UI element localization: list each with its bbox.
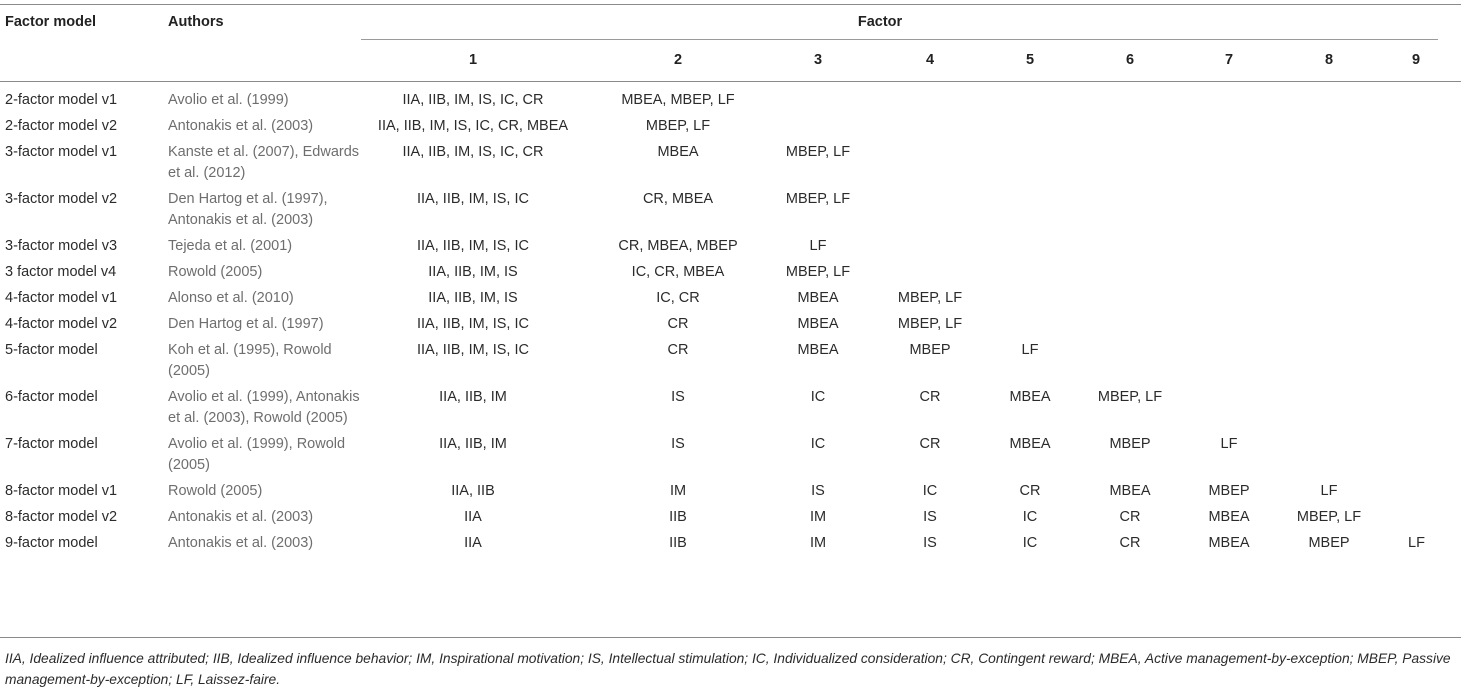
factor-cell-2: CR, MBEA, MBEP xyxy=(618,238,738,254)
model-name: 3-factor model v1 xyxy=(5,144,118,160)
model-name: 3 factor model v4 xyxy=(5,264,117,280)
table-row xyxy=(0,434,1461,481)
factor-cell-4: IC xyxy=(922,483,938,499)
factor-cell-9 xyxy=(1395,481,1461,507)
factor-cell-4: MBEP, LF xyxy=(897,316,963,332)
factor-cell-3: IM xyxy=(809,535,827,551)
factor-cell-3 xyxy=(771,116,865,142)
header-bottom-rule xyxy=(0,81,1461,82)
table-row xyxy=(0,507,1461,533)
model-name: 3-factor model v3 xyxy=(5,238,118,254)
model-name: 4-factor model v2 xyxy=(5,316,118,332)
factor-cell-6 xyxy=(1065,262,1195,288)
factor-cell-3: IC xyxy=(810,436,826,452)
table-row xyxy=(0,116,1461,142)
factor-cell-8: MBEP xyxy=(1308,535,1350,551)
factor-cell-5 xyxy=(995,116,1065,142)
factor-cell-5 xyxy=(995,236,1065,262)
factor-cell-8 xyxy=(1263,189,1395,236)
factor-cell-9 xyxy=(1395,142,1461,189)
factor-spanner-rule xyxy=(361,39,1438,40)
factor-cell-4 xyxy=(865,142,995,189)
factor-cell-3 xyxy=(771,90,865,116)
factor-cell-9 xyxy=(1395,434,1461,481)
factor-cell-9 xyxy=(1395,262,1461,288)
factor-cell-2: MBEP, LF xyxy=(645,118,711,134)
factor-cell-6: MBEA xyxy=(1109,483,1151,499)
factor-number-4: 4 xyxy=(925,52,935,68)
factor-cell-9 xyxy=(1395,90,1461,116)
table-row xyxy=(0,262,1461,288)
factor-cell-8 xyxy=(1263,90,1395,116)
factor-cell-7 xyxy=(1195,314,1263,340)
factor-cell-7: MBEA xyxy=(1208,535,1250,551)
factor-cell-4: MBEP xyxy=(909,342,951,358)
factor-cell-6 xyxy=(1065,189,1195,236)
factor-cell-8 xyxy=(1263,340,1395,387)
factor-cell-2: IC, CR xyxy=(656,290,700,306)
authors-cell: Kanste et al. (2007), Edwards et al. (2012) xyxy=(168,144,360,181)
table-body xyxy=(0,90,1461,559)
header-authors: Authors xyxy=(168,14,224,30)
model-name: 7-factor model xyxy=(5,436,98,452)
factor-cell-5: MBEA xyxy=(1009,436,1051,452)
factor-cell-5 xyxy=(995,142,1065,189)
factor-cell-2: CR, MBEA xyxy=(642,191,714,207)
authors-cell: Den Hartog et al. (1997) xyxy=(168,316,324,332)
table-row xyxy=(0,189,1461,236)
factor-number-5: 5 xyxy=(1025,52,1035,68)
factor-cell-6 xyxy=(1065,142,1195,189)
factor-cell-3: MBEA xyxy=(797,290,839,306)
authors-cell: Antonakis et al. (2003) xyxy=(168,118,314,134)
factor-cell-5 xyxy=(995,262,1065,288)
authors-cell: Antonakis et al. (2003) xyxy=(168,535,314,551)
factor-cell-9 xyxy=(1395,116,1461,142)
factor-cell-3: MBEP, LF xyxy=(785,191,851,207)
factor-cell-9 xyxy=(1395,236,1461,262)
factor-cell-9: LF xyxy=(1408,535,1425,551)
factor-number-7: 7 xyxy=(1224,52,1234,68)
table-row xyxy=(0,387,1461,434)
authors-cell: Antonakis et al. (2003) xyxy=(168,509,314,525)
factor-cell-7 xyxy=(1195,90,1263,116)
factor-cell-6 xyxy=(1065,314,1195,340)
factor-cell-8 xyxy=(1263,236,1395,262)
factor-cell-4 xyxy=(865,189,995,236)
table-footnote: IIA, Idealized influence attributed; IIB, Idealized influence behavior; IM, Inspirational motivation; IS, Intellectual stimulation; IC, Individualized consideration; CR, Contingent reward; MBEA, Active management-by-exception; MBEP, Passive management-by-exception; LF, Laissez-faire. xyxy=(5,651,1451,687)
factor-cell-7 xyxy=(1195,340,1263,387)
factor-cell-8: MBEP, LF xyxy=(1296,509,1362,525)
table-row xyxy=(0,288,1461,314)
factor-number-2: 2 xyxy=(673,52,683,68)
factor-cell-4: MBEP, LF xyxy=(897,290,963,306)
factor-cell-5: IC xyxy=(1022,535,1038,551)
factor-cell-6: MBEP xyxy=(1109,436,1151,452)
factor-number-3: 3 xyxy=(813,52,823,68)
factor-cell-3: IC xyxy=(810,389,826,405)
factor-cell-5 xyxy=(995,288,1065,314)
factor-number-8: 8 xyxy=(1324,52,1334,68)
factor-cell-7 xyxy=(1195,236,1263,262)
factor-cell-8: LF xyxy=(1320,483,1338,499)
factor-cell-6 xyxy=(1065,236,1195,262)
factor-cell-7 xyxy=(1195,262,1263,288)
factor-cell-9 xyxy=(1395,340,1461,387)
factor-cell-8 xyxy=(1263,142,1395,189)
authors-cell: Tejeda et al. (2001) xyxy=(168,238,293,254)
factor-number-6: 6 xyxy=(1125,52,1135,68)
factor-cell-7 xyxy=(1195,387,1263,434)
factor-cell-8 xyxy=(1263,387,1395,434)
factor-cell-8 xyxy=(1263,116,1395,142)
table-row xyxy=(0,340,1461,387)
factor-cell-6 xyxy=(1065,116,1195,142)
factor-cell-7 xyxy=(1195,189,1263,236)
factor-cell-8 xyxy=(1263,288,1395,314)
factor-cell-9 xyxy=(1395,288,1461,314)
factor-cell-5 xyxy=(995,90,1065,116)
factor-cell-7: MBEP xyxy=(1208,483,1250,499)
model-name: 9-factor model xyxy=(5,535,98,551)
factor-cell-7 xyxy=(1195,116,1263,142)
model-name: 8-factor model v1 xyxy=(5,483,118,499)
authors-cell: Alonso et al. (2010) xyxy=(168,290,294,306)
factor-cell-1: IIA, IIB, IM xyxy=(439,389,507,405)
table-row xyxy=(0,314,1461,340)
factor-cell-7: LF xyxy=(1220,436,1238,452)
factor-cell-2: IM xyxy=(669,483,687,499)
factor-cell-2: IS xyxy=(671,389,685,405)
factor-cell-7 xyxy=(1195,142,1263,189)
factor-cell-9 xyxy=(1395,387,1461,434)
factor-cell-6 xyxy=(1065,340,1195,387)
factor-cell-1: IIA, IIB, IM, IS, IC xyxy=(417,316,529,332)
table-row xyxy=(0,142,1461,189)
factor-cell-3: LF xyxy=(809,238,827,254)
factor-cell-1: IIA, IIB xyxy=(451,483,495,499)
factor-cell-8 xyxy=(1263,262,1395,288)
factor-cell-4: IS xyxy=(923,509,937,525)
header-factor: Factor xyxy=(857,14,903,30)
factor-cell-6 xyxy=(1065,90,1195,116)
factor-cell-5: CR xyxy=(1019,483,1041,499)
factor-cell-1: IIA, IIB, IM, IS, IC, CR, MBEA xyxy=(377,118,569,134)
authors-cell: Rowold (2005) xyxy=(168,483,263,499)
factor-cell-9 xyxy=(1395,189,1461,236)
factor-cell-9 xyxy=(1395,314,1461,340)
factor-cell-1: IIA xyxy=(464,535,482,551)
authors-cell: Den Hartog et al. (1997), Antonakis et al. (2003) xyxy=(168,191,328,228)
factor-cell-6 xyxy=(1065,288,1195,314)
factor-cell-3: IS xyxy=(811,483,825,499)
factor-cell-5: IC xyxy=(1022,509,1038,525)
factor-cell-6: MBEP, LF xyxy=(1097,389,1163,405)
table-top-rule xyxy=(0,4,1461,5)
factor-cell-1: IIA, IIB, IM, IS, IC, CR xyxy=(402,92,544,108)
table-row xyxy=(0,90,1461,116)
factor-cell-8 xyxy=(1263,434,1395,481)
authors-cell: Avolio et al. (1999), Rowold (2005) xyxy=(168,436,346,473)
factor-cell-5: LF xyxy=(1021,342,1039,358)
factor-cell-4: CR xyxy=(919,389,941,405)
factor-cell-2: IIB xyxy=(669,509,687,525)
factor-cell-1: IIA, IIB, IM, IS, IC xyxy=(417,238,529,254)
factor-cell-4 xyxy=(865,90,995,116)
factor-cell-2: IIB xyxy=(669,535,687,551)
factor-cell-1: IIA, IIB, IM xyxy=(439,436,507,452)
model-name: 4-factor model v1 xyxy=(5,290,118,306)
factor-cell-3: MBEA xyxy=(797,342,839,358)
factor-cell-1: IIA, IIB, IM, IS, IC xyxy=(417,342,529,358)
model-name: 2-factor model v2 xyxy=(5,118,118,134)
factor-cell-1: IIA xyxy=(464,509,482,525)
table-row xyxy=(0,533,1461,559)
factor-cell-5: MBEA xyxy=(1009,389,1051,405)
factor-cell-9 xyxy=(1395,507,1461,533)
factor-cell-2: IS xyxy=(671,436,685,452)
factor-cell-2: MBEA, MBEP, LF xyxy=(621,92,735,108)
factor-cell-4 xyxy=(865,116,995,142)
factor-cell-4 xyxy=(865,236,995,262)
factor-cell-6: CR xyxy=(1119,509,1141,525)
authors-cell: Avolio et al. (1999), Antonakis et al. (2003), Rowold (2005) xyxy=(168,389,360,426)
factor-cell-4 xyxy=(865,262,995,288)
factor-cell-2: MBEA xyxy=(657,144,699,160)
model-name: 8-factor model v2 xyxy=(5,509,118,525)
authors-cell: Avolio et al. (1999) xyxy=(168,92,289,108)
factor-cell-8 xyxy=(1263,314,1395,340)
header-factor-model: Factor model xyxy=(5,14,97,30)
factor-cell-3: IM xyxy=(809,509,827,525)
factor-cell-4: CR xyxy=(919,436,941,452)
table-row xyxy=(0,481,1461,507)
table-bottom-rule xyxy=(0,637,1461,638)
factor-cell-3: MBEP, LF xyxy=(785,264,851,280)
model-name: 6-factor model xyxy=(5,389,98,405)
factor-cell-1: IIA, IIB, IM, IS, IC xyxy=(417,191,529,207)
table-row xyxy=(0,236,1461,262)
factor-cell-3: MBEP, LF xyxy=(785,144,851,160)
factor-cell-2: CR xyxy=(667,316,689,332)
authors-cell: Koh et al. (1995), Rowold (2005) xyxy=(168,342,332,379)
factor-cell-3: MBEA xyxy=(797,316,839,332)
factor-cell-7 xyxy=(1195,288,1263,314)
authors-cell: Rowold (2005) xyxy=(168,264,263,280)
model-name: 5-factor model xyxy=(5,342,98,358)
factor-cell-7: MBEA xyxy=(1208,509,1250,525)
factor-number-9: 9 xyxy=(1411,52,1421,68)
factor-cell-2: IC, CR, MBEA xyxy=(631,264,725,280)
factor-cell-5 xyxy=(995,314,1065,340)
factor-cell-2: CR xyxy=(667,342,689,358)
factor-cell-1: IIA, IIB, IM, IS xyxy=(428,290,518,306)
factor-cell-1: IIA, IIB, IM, IS, IC, CR xyxy=(402,144,544,160)
factor-cell-1: IIA, IIB, IM, IS xyxy=(428,264,518,280)
factor-number-1: 1 xyxy=(468,52,478,68)
factor-cell-6: CR xyxy=(1119,535,1141,551)
factor-cell-5 xyxy=(995,189,1065,236)
model-name: 2-factor model v1 xyxy=(5,92,118,108)
factor-cell-4: IS xyxy=(923,535,937,551)
model-name: 3-factor model v2 xyxy=(5,191,118,207)
